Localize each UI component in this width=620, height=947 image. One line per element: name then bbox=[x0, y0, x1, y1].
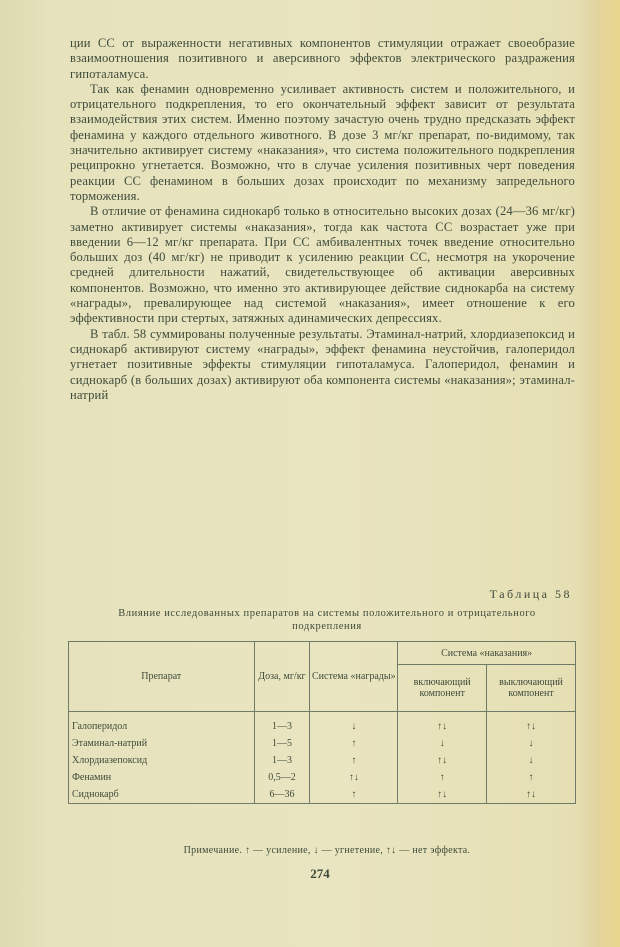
paragraph: ции СС от выраженности негативных компонентов стимуляции отражает своеобразие взаимоотношения позитивного и аверсивного эффектов электрического раздражения гипоталамуса. bbox=[70, 36, 575, 81]
terminating-cell: ↑ bbox=[487, 769, 576, 786]
header-dose: Доза, мг/кг bbox=[254, 642, 310, 712]
terminating-cell: ↑↓ bbox=[487, 786, 576, 804]
dose-cell: 6—36 bbox=[254, 786, 310, 804]
table-row bbox=[69, 712, 576, 736]
header-reward-system: Система «награды» bbox=[310, 642, 398, 712]
reward-cell: ↑ bbox=[310, 786, 398, 804]
terminating-cell: ↓ bbox=[487, 735, 576, 752]
table-row bbox=[69, 735, 576, 752]
dose-cell: 1—5 bbox=[254, 735, 310, 752]
terminating-cell: ↓ bbox=[487, 752, 576, 769]
initiating-cell: ↑↓ bbox=[398, 786, 487, 804]
dose-cell: 1—3 bbox=[254, 752, 310, 769]
initiating-cell: ↑↓ bbox=[398, 752, 487, 769]
reward-cell: ↓ bbox=[310, 712, 398, 736]
table-label: Таблица 58 bbox=[489, 587, 572, 601]
page-number: 274 bbox=[310, 866, 330, 881]
reward-cell: ↑ bbox=[310, 735, 398, 752]
initiating-cell: ↑↓ bbox=[398, 712, 487, 736]
drug-name: Хлордиазепоксид bbox=[69, 752, 255, 769]
table-row bbox=[69, 752, 576, 769]
drug-name: Галоперидол bbox=[69, 712, 255, 736]
terminating-cell: ↑↓ bbox=[487, 712, 576, 736]
dose-cell: 0,5—2 bbox=[254, 769, 310, 786]
page-edge-shadow bbox=[586, 0, 620, 947]
drug-effects-table bbox=[68, 641, 576, 804]
table-footnote: Примечание. ↑ — усиление, ↓ — угнетение, ↑↓ — нет эффекта. bbox=[183, 845, 471, 856]
initiating-cell: ↑ bbox=[398, 769, 487, 786]
header-punishment-system: Система «наказания» bbox=[398, 642, 576, 665]
reward-cell: ↑↓ bbox=[310, 769, 398, 786]
header-initiating-component: включающий компонент bbox=[398, 665, 487, 712]
paragraph: Так как фенамин одновременно усиливает активность систем и положительного, и отрицательного подкрепления, то его окончательный эффект зависит от результата взаимодействия этих систем. Именно поэтому зачастую очень трудно предсказать эффект фенамина у каждого отдельного животного. В дозе 3 мг/кг препарат, по-видимому, так значительно активирует систему «наказания», что система положительного подкрепления реципрокно угнетается. Возможно, что в случае усиления позитивных черт поведения реакции СС фенамином в больших дозах происходит по механизму запредельного торможения. bbox=[70, 81, 575, 203]
initiating-cell: ↓ bbox=[398, 735, 487, 752]
drug-name: Фенамин bbox=[69, 769, 255, 786]
header-drug: Препарат bbox=[69, 642, 255, 712]
header-terminating-component: выключающий компонент bbox=[487, 665, 576, 712]
table-row bbox=[69, 786, 576, 804]
dose-cell: 1—3 bbox=[254, 712, 310, 736]
paragraph: В табл. 58 суммированы полученные результаты. Этаминал-натрий, хлордиазепоксид и сиднокарб активируют систему «награды», эффект фенамина неустойчив, галоперидол угнетает позитивные эффекты стимуляции гипоталамуса. Галоперидол, фенамин и сиднокарб (в больших дозах) активируют оба компонента системы «наказания»; этаминал-натрий bbox=[70, 326, 575, 402]
drug-name: Сиднокарб bbox=[69, 786, 255, 804]
table-title: Влияние исследованных препаратов на системы положительного и отрицательного подкрепления bbox=[118, 608, 536, 632]
table-row bbox=[69, 769, 576, 786]
drug-name: Этаминал-натрий bbox=[69, 735, 255, 752]
paragraph: В отличие от фенамина сиднокарб только в относительно высоких дозах (24—36 мг/кг) заметно активирует системы «наказания», тогда как частота СС возрастает уже при введении 6—12 мг/кг препарата. При СС амбивалентных точек введение относительно больших доз (40 мг/кг) не приводит к усилению реакции СС, несмотря на укорочение средней длительности нажатий, свидетельствующее об активации аверсивных компонентов. Возможно, что именно это активирующее действие сиднокарба на систему «награды», превалирующее над системой «наказания», имеет отношение к его эффективности при стертых, затяжных адинамических депрессиях. bbox=[70, 204, 575, 326]
body-text bbox=[70, 36, 575, 403]
reward-cell: ↑ bbox=[310, 752, 398, 769]
